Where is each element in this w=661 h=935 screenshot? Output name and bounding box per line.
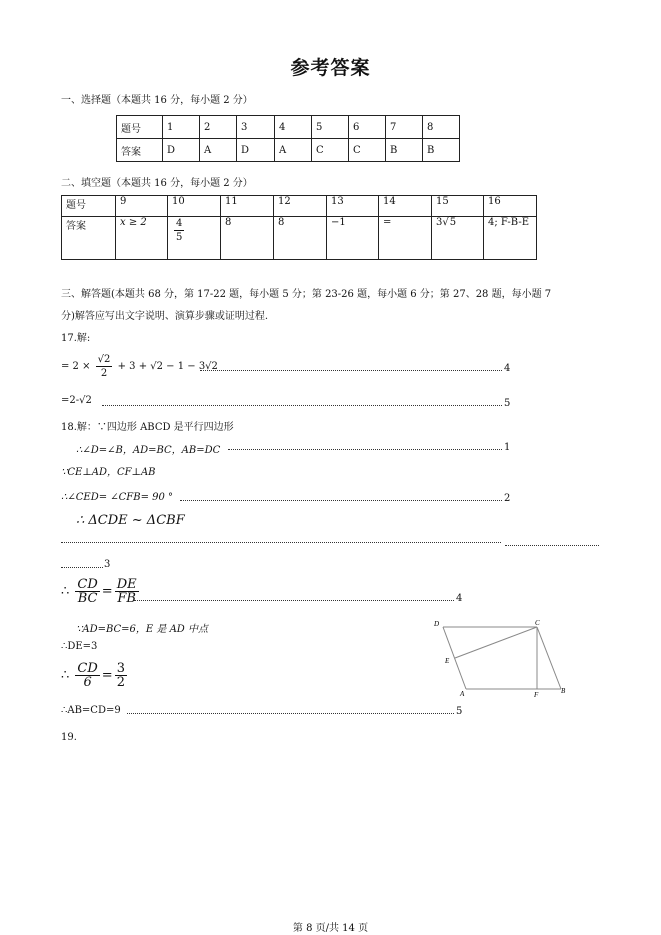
fraction-denominator: 5	[176, 232, 183, 243]
table-cell: B	[386, 139, 423, 162]
score-marker: 2	[504, 493, 511, 504]
q18-step7: ∴DE=3	[61, 641, 98, 652]
score-marker: 5	[456, 706, 463, 717]
table-cell: 3	[237, 116, 275, 139]
fraction-numerator: 3	[116, 661, 125, 676]
fraction	[115, 662, 127, 689]
section1-heading: 一、选择题（本题共 16 分，每小题 2 分）	[61, 95, 253, 106]
vertex-label-a: A	[460, 690, 465, 698]
fraction	[75, 578, 99, 605]
table-cell: 10	[168, 196, 221, 217]
fraction-denominator: 6	[83, 675, 92, 690]
q18-step3: ∴∠CED= ∠CFB= 90 °	[61, 492, 174, 503]
table-cell: 4; F-B-E	[484, 217, 537, 260]
table-cell: 8	[274, 217, 327, 260]
dotted-leader	[61, 567, 103, 568]
q19-label: 19.	[61, 732, 77, 743]
table-cell: 6	[349, 116, 386, 139]
page-footer: 第 8 页/共 14 页	[292, 923, 369, 934]
q17-step1	[61, 353, 218, 380]
parallelogram-figure	[430, 615, 580, 700]
table-cell: D	[163, 139, 200, 162]
table-cell: 15	[432, 196, 484, 217]
table-cell: −1	[327, 217, 379, 260]
table-cell: 答案	[117, 139, 163, 162]
table-cell: 题号	[62, 196, 116, 217]
q18-step1: ∴∠D=∠B，AD=BC，AB=DC	[76, 445, 221, 456]
fraction-numerator: CD	[77, 661, 98, 676]
table-cell: C	[312, 139, 349, 162]
score-marker: 3	[104, 559, 111, 570]
segment-ce	[455, 627, 537, 658]
table-row	[62, 196, 537, 217]
dotted-leader	[61, 542, 501, 543]
table-cell: D	[237, 139, 275, 162]
fraction-denominator: 2	[100, 368, 108, 379]
score-marker: 1	[504, 442, 511, 453]
q17-step1-prefix: = 2 ×	[61, 361, 91, 372]
page-title: 参考答案	[290, 57, 371, 79]
table-row	[62, 217, 537, 260]
table-cell: 8	[221, 217, 274, 260]
table-cell: x ≥ 2	[116, 217, 168, 260]
fraction-numerator: DE	[116, 577, 137, 592]
fraction	[75, 662, 99, 689]
vertex-label-b: B	[561, 687, 566, 695]
table-cell	[168, 217, 221, 260]
section3-heading-line1: 三、解答题(本题共 68 分，第 17-22 题，每小题 5 分；第 23-26 题，每小题 6 分；第 27、28 题，每小题 7	[61, 289, 552, 300]
section3-heading-line2: 分)解答应写出文字说明、演算步骤或证明过程.	[61, 311, 269, 322]
table-cell: B	[423, 139, 460, 162]
fraction	[174, 217, 184, 244]
table-cell: 4	[275, 116, 312, 139]
radicand: 5	[449, 217, 457, 228]
score-marker: 4	[504, 363, 511, 374]
table-cell: 13	[327, 196, 379, 217]
table-cell: 答案	[62, 217, 116, 260]
score-marker: 5	[504, 398, 511, 409]
fill-answer-table	[61, 195, 537, 260]
table-cell: 2	[200, 116, 237, 139]
table-cell: 题号	[117, 116, 163, 139]
fraction-numerator: CD	[77, 577, 98, 592]
table-cell: 7	[386, 116, 423, 139]
table-row	[117, 116, 460, 139]
q17-step1-suffix: + 3 + √2 − 1 − 3√2	[117, 361, 218, 372]
table-cell: A	[200, 139, 237, 162]
table-cell: A	[275, 139, 312, 162]
vertex-label-c: C	[535, 619, 540, 627]
section2-heading: 二、填空题（本题共 16 分，每小题 2 分）	[61, 178, 253, 189]
dotted-leader	[127, 713, 454, 714]
q18-step4: ∴ ΔCDE ~ ΔCBF	[76, 513, 185, 528]
vertex-label-e: E	[445, 657, 450, 665]
radical-sign: √	[442, 217, 449, 228]
dotted-leader	[134, 600, 454, 601]
dotted-leader	[200, 370, 502, 371]
table-cell: 5	[312, 116, 349, 139]
radical-coefficient: 3	[436, 217, 443, 228]
therefore-symbol: ∴	[61, 584, 70, 599]
table-cell	[432, 217, 484, 260]
table-cell: C	[349, 139, 386, 162]
table-cell: 8	[423, 116, 460, 139]
fraction-denominator: 2	[116, 675, 125, 690]
dotted-leader	[505, 545, 599, 546]
q17-label: 17.解:	[61, 333, 91, 344]
score-marker: 4	[456, 593, 463, 604]
q18-step9: ∴AB=CD=9	[61, 705, 121, 716]
dotted-leader	[102, 405, 502, 406]
therefore-symbol: ∴	[61, 668, 70, 683]
table-cell: 9	[116, 196, 168, 217]
fraction-numerator: √2	[97, 354, 111, 365]
table-cell: 14	[379, 196, 432, 217]
dotted-leader	[180, 500, 502, 501]
q18-step8: ∴ $\frac{CD}{6}$ = $\frac{3}{2}$	[61, 661, 125, 690]
table-row	[117, 139, 460, 162]
fraction-denominator: FB	[117, 591, 136, 606]
fraction-denominator: BC	[77, 591, 98, 606]
fraction-numerator: 4	[176, 218, 183, 229]
q17-step2: =2-√2	[61, 395, 92, 406]
table-cell: =	[379, 217, 432, 260]
segment-cb	[537, 627, 561, 689]
table-cell: 12	[274, 196, 327, 217]
q18-step6: ∵AD=BC=6，E 是 AD 中点	[76, 624, 208, 635]
q18-step5: ∴ $\frac{CD}{BC}$ = $\frac{DE}{FB}$	[61, 577, 137, 606]
table-cell: 1	[163, 116, 200, 139]
q18-label: 18.解：∵四边形 ABCD 是平行四边形	[61, 422, 234, 433]
fraction	[96, 353, 113, 380]
vertex-label-f: F	[534, 691, 539, 699]
table-cell: 11	[221, 196, 274, 217]
q18-step2: ∵CE⊥AD，CF⊥AB	[61, 467, 156, 478]
dotted-leader	[228, 449, 502, 450]
choice-answer-table	[116, 115, 460, 162]
table-cell: 16	[484, 196, 537, 217]
vertex-label-d: D	[434, 620, 440, 628]
